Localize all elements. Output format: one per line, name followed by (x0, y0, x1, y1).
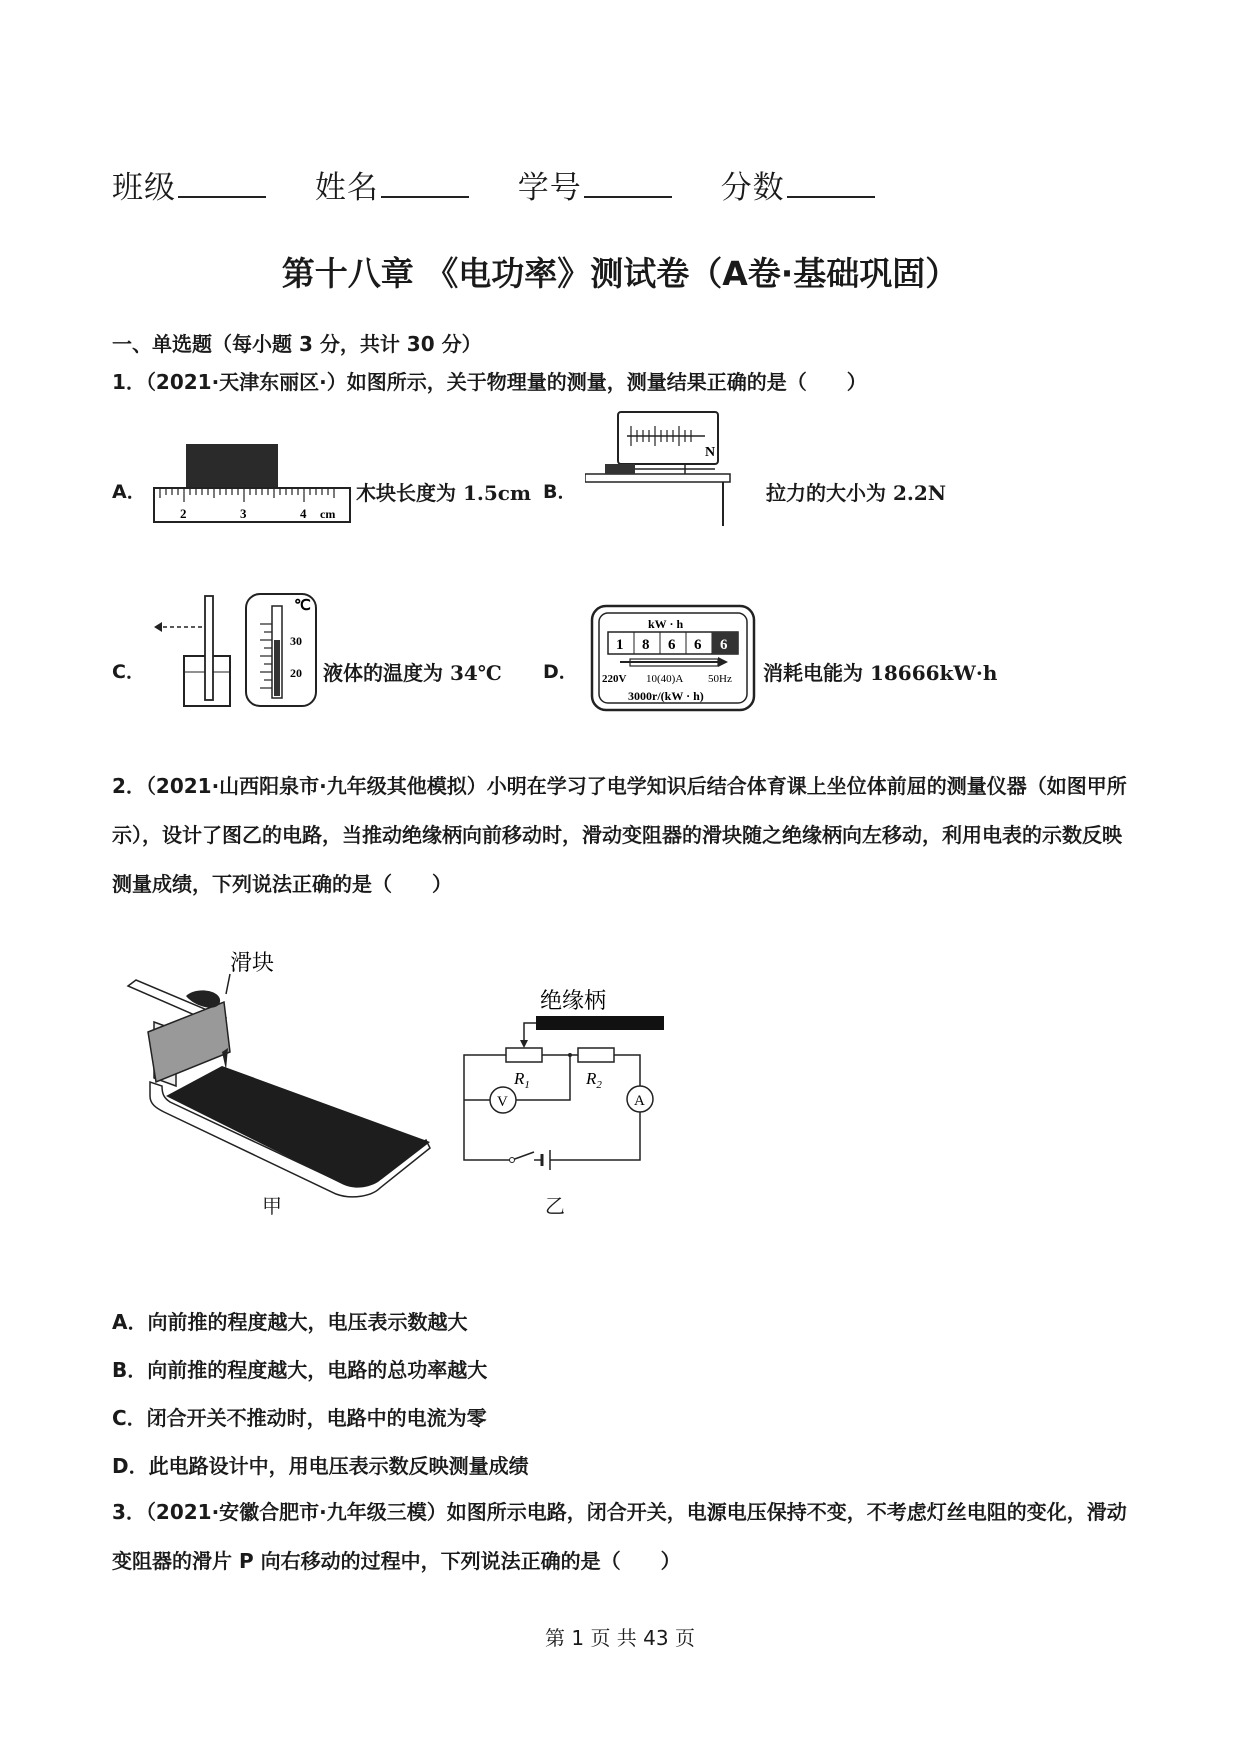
meter-digit-1: 1 (616, 637, 624, 653)
meter-current: 10(40)A (646, 673, 684, 685)
student-info-line (112, 162, 913, 207)
scale-panel (618, 412, 718, 464)
q2-option-b: B．向前推的程度越大，电路的总功率越大 (112, 1358, 488, 1382)
caption-jia: 甲 (262, 1194, 282, 1218)
ammeter-label: A (634, 1093, 645, 1109)
r1-label: $R_1$ (514, 1069, 530, 1091)
thermometer-unit: ℃ (294, 598, 311, 614)
meter-voltage: 220V (602, 673, 627, 685)
q2-option-d: D．此电路设计中，用电压表示数反映测量成绩 (112, 1454, 529, 1478)
page-number: 第 1 页 共 43 页 (545, 1626, 695, 1650)
ruler-figure (150, 440, 355, 526)
block (605, 464, 635, 474)
q1-option-c-letter: C． (112, 661, 145, 683)
switch (512, 1152, 534, 1160)
ruler-tick-2: 2 (180, 506, 187, 521)
question-2-stem: 2．（2021·山西阳泉市·九年级其他模拟）小明在学习了电学知识后结合体育课上坐位体前屈的测量仪器（如图甲所示），设计了图乙的电路，当推动绝缘柄向前移动时，滑动变阻器的滑块随之绝缘柄向左移动，利用电表的示数反映测量成绩，下列说法正确的是（ ） (112, 774, 1127, 896)
q2-option-c: C．闭合开关不推动时，电路中的电流为零 (112, 1406, 487, 1430)
thermometer-tick-30: 30 (290, 634, 302, 648)
q2-option-a: A．向前推的程度越大，电压表示数越大 (112, 1310, 468, 1334)
question-3-stem: 3．（2021·安徽合肥市·九年级三模）如图所示电路，闭合开关，电源电压保持不变，不考虑灯丝电阻的变化，滑动变阻器的滑片 P 向右移动的过程中，下列说法正确的是（ ） (112, 1500, 1127, 1573)
insulating-handle (536, 1016, 664, 1030)
slider-label: 滑块 (230, 950, 275, 975)
meter-digit-5: 6 (720, 637, 728, 653)
circuit-figure (460, 980, 670, 1196)
thermometer-figure (152, 584, 318, 712)
q1-option-b-caption: 拉力的大小为 2.2N (766, 481, 947, 505)
thermometer (205, 596, 213, 700)
wood-block (186, 444, 278, 490)
meter-frequency: 50Hz (708, 673, 732, 685)
q1-option-a-letter: A． (112, 481, 146, 503)
meter-digit-2: 8 (642, 637, 650, 653)
r2-label: $R_2$ (586, 1069, 602, 1091)
ruler-tick-4: 4 (300, 506, 307, 521)
meter-digit-4: 6 (694, 637, 702, 653)
section-heading: 一、单选题（每小题 3 分，共计 30 分） (112, 332, 482, 356)
q1-option-d-caption: 消耗电能为 18666kW·h (763, 661, 998, 685)
insulating-handle-label: 绝缘柄 (540, 988, 607, 1013)
q1-option-a-caption: 木块长度为 1.5cm (356, 481, 532, 505)
name-field: 姓名 (315, 170, 469, 206)
resistor-r1 (506, 1048, 542, 1062)
q1-option-b-letter: B． (543, 481, 577, 503)
spring-scale-figure (585, 408, 735, 530)
question-1-stem: 1．（2021·天津东丽区·）如图所示，关于物理量的测量，测量结果正确的是（ ） (112, 370, 867, 394)
ruler-tick-3: 3 (240, 506, 247, 521)
caption-yi: 乙 (545, 1194, 565, 1218)
q1-option-d-letter: D． (543, 661, 578, 683)
student-id-field: 学号 (518, 170, 672, 206)
sit-and-reach-device-figure (126, 946, 446, 1202)
meter-unit: kW · h (648, 617, 684, 631)
page-title: 第十八章 《电功率》测试卷（A卷·基础巩固） (281, 254, 959, 293)
resistor-r2 (578, 1048, 614, 1062)
meter-rate: 3000r/(kW · h) (628, 689, 704, 703)
meter-digit-3: 6 (668, 637, 676, 653)
table-top (585, 474, 730, 482)
thermometer-tick-20: 20 (290, 666, 302, 680)
spring-scale-unit: N (705, 445, 716, 460)
score-field: 分数 (721, 170, 875, 206)
q1-option-c-caption: 液体的温度为 34℃ (323, 661, 502, 685)
voltmeter-label: V (497, 1094, 508, 1110)
ruler-unit: cm (320, 507, 336, 521)
energy-meter-figure (590, 604, 758, 714)
class-field: 班级 (112, 170, 266, 206)
